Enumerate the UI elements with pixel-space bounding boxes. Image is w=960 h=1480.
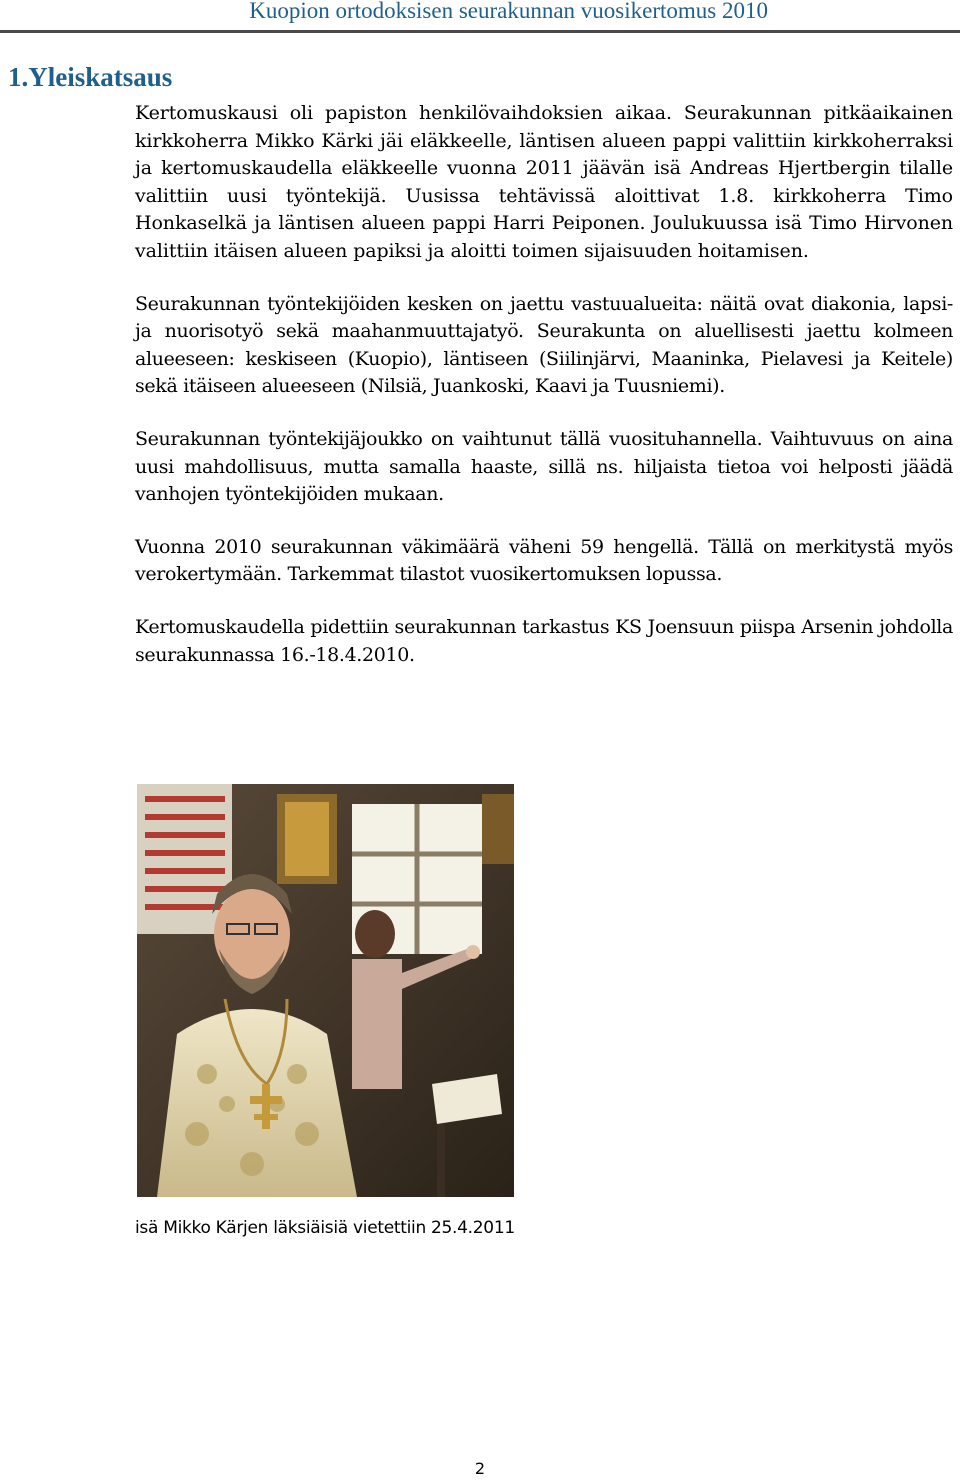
paragraph-staff-turnover: Seurakunnan työntekijäjoukko on vaihtunut tällä vuosituhannella. Vaihtuvuus on aina uusi mahdollisuus, mutta samalla haaste, sillä ns. hiljaista tietoa voi helposti jäädä vanhojen työntekijöiden mukaan. [135,427,953,506]
paragraph-clergy-changes: Kertomuskausi oli papiston henkilövaihdoksien aikaa. Seurakunnan pitkäaikainen kirkkoherra Mikko Kärki jäi eläkkeelle, läntisen alueen pappi valittiin kirkkoherraksi ja kertomuskaudella eläkkeelle vuonna 2011 jäävän isä Andreas Hjertbergin tilalle valittiin uusi työntekijä. Uusissa tehtävissä aloittivat 1.8. kirkkoherra Timo Honkaselkä ja läntisen alueen pappi Harri Peiponen. Joulukuussa isä Timo Hirvonen valittiin itäisen alueen papiksi ja aloitti toimen sijaisuuden hoitamisen. [135,102,953,262]
section-heading: 1.Yleiskatsaus [8,62,173,92]
page-number: 2 [474,1459,486,1478]
paragraph-inspection: Kertomuskaudella pidettiin seurakunnan tarkastus KS Joensuun piispa Arsenin johdolla seurakunnassa 16.-18.4.2010. [135,615,953,666]
photo-illustration [137,784,514,1197]
paragraph-membership: Vuonna 2010 seurakunnan väkimäärä väheni 59 hengellä. Tällä on merkitystä myös verokertymään. Tarkemmat tilastot vuosikertomuksen lopussa. [135,535,953,586]
page-header [0,0,960,36]
document-title: Kuopion ortodoksisen seurakunnan vuosikertomus 2010 [249,0,768,23]
header-divider [0,30,960,33]
farewell-photo [137,784,514,1197]
paragraph-responsibilities: Seurakunnan työntekijöiden kesken on jaettu vastuualueita: näitä ovat diakonia, lapsi- ja nuorisotyö sekä maahanmuuttajatyö. Seurakunta on aluellisesti jaettu kolmeen alueeseen: keskiseen (Kuopio), läntiseen (Siilinjärvi, Maaninka, Pielavesi ja Keitele) sekä itäiseen alueeseen (Nilsiä, Juankoski, Kaavi ja Tuusniemi). [135,292,953,398]
body-text [135,100,953,694]
photo-caption: isä Mikko Kärjen läksiäisiä vietettiin 25.4.2011 [135,1218,515,1238]
